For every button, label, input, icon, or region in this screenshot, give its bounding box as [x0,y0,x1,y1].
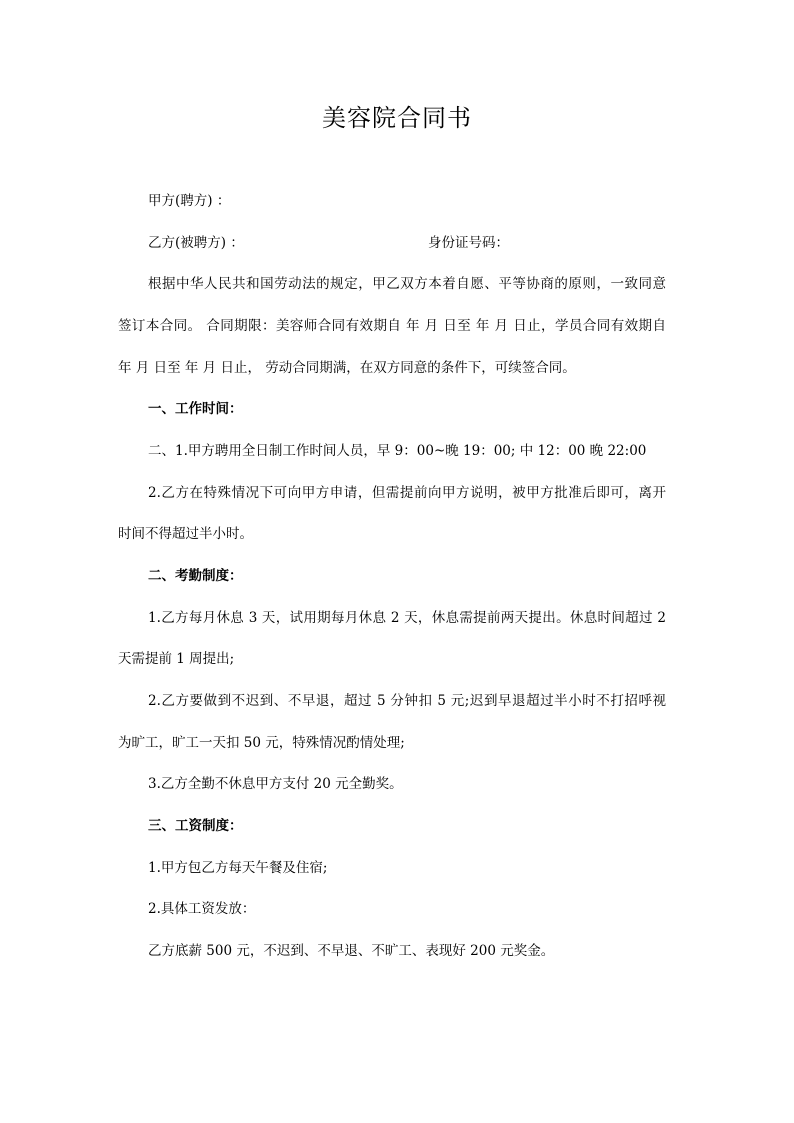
work-hours-item-2-line-1: 2.乙方在特殊情况下可向甲方申请，但需提前向甲方说明，被甲方批准后即可，离开 [148,485,666,501]
intro-paragraph-line-3: 年 月 日至 年 月 日止， 劳动合同期满，在双方同意的条件下，可续签合同。 [118,360,576,376]
work-hours-item-1: 二、1.甲方聘用全日制工作时间人员，早 9：00~晚 19：00; 中 12：00 晚 22:00 [148,443,647,459]
section-heading-salary: 三、工资制度： [148,818,243,834]
attendance-item-3: 3.乙方全勤不休息甲方支付 20 元全勤奖。 [148,776,403,792]
intro-paragraph-line-2: 签订本合同。 合同期限：美容师合同有效期自 年 月 日至 年 月 日止，学员合同有效期自 [118,318,666,334]
attendance-item-1-line-1: 1.乙方每月休息 3 天，试用期每月休息 2 天，休息需提前两天提出。休息时间超过 2 [148,610,666,626]
intro-paragraph-line-1: 根据中华人民共和国劳动法的规定，甲乙双方本着自愿、平等协商的原则，一致同意 [148,276,666,292]
party-b-label: 乙方(被聘方) ： [148,235,244,251]
id-number-label: 身份证号码： [428,235,509,251]
section-heading-attendance: 二、考勤制度： [148,568,243,584]
section-heading-work-hours: 一、工作时间： [148,401,243,417]
salary-item-1: 1.甲方包乙方每天午餐及住宿; [148,860,328,876]
attendance-item-2-line-1: 2.乙方要做到不迟到、不早退，超过 5 分钟扣 5 元;迟到早退超过半小时不打招呼视 [148,693,666,709]
party-a-label: 甲方(聘方) ： [148,193,231,209]
attendance-item-2-line-2: 为旷工，旷工一天扣 50 元，特殊情况酌情处理; [118,735,405,751]
attendance-item-1-line-2: 天需提前 1 周提出; [118,651,235,667]
salary-item-3: 乙方底薪 500 元，不迟到、不早退、不旷工、表现好 200 元奖金。 [148,943,555,959]
salary-item-2: 2.具体工资发放： [148,901,256,917]
document-title: 美容院合同书 [322,104,472,132]
work-hours-item-2-line-2: 时间不得超过半小时。 [118,526,253,542]
